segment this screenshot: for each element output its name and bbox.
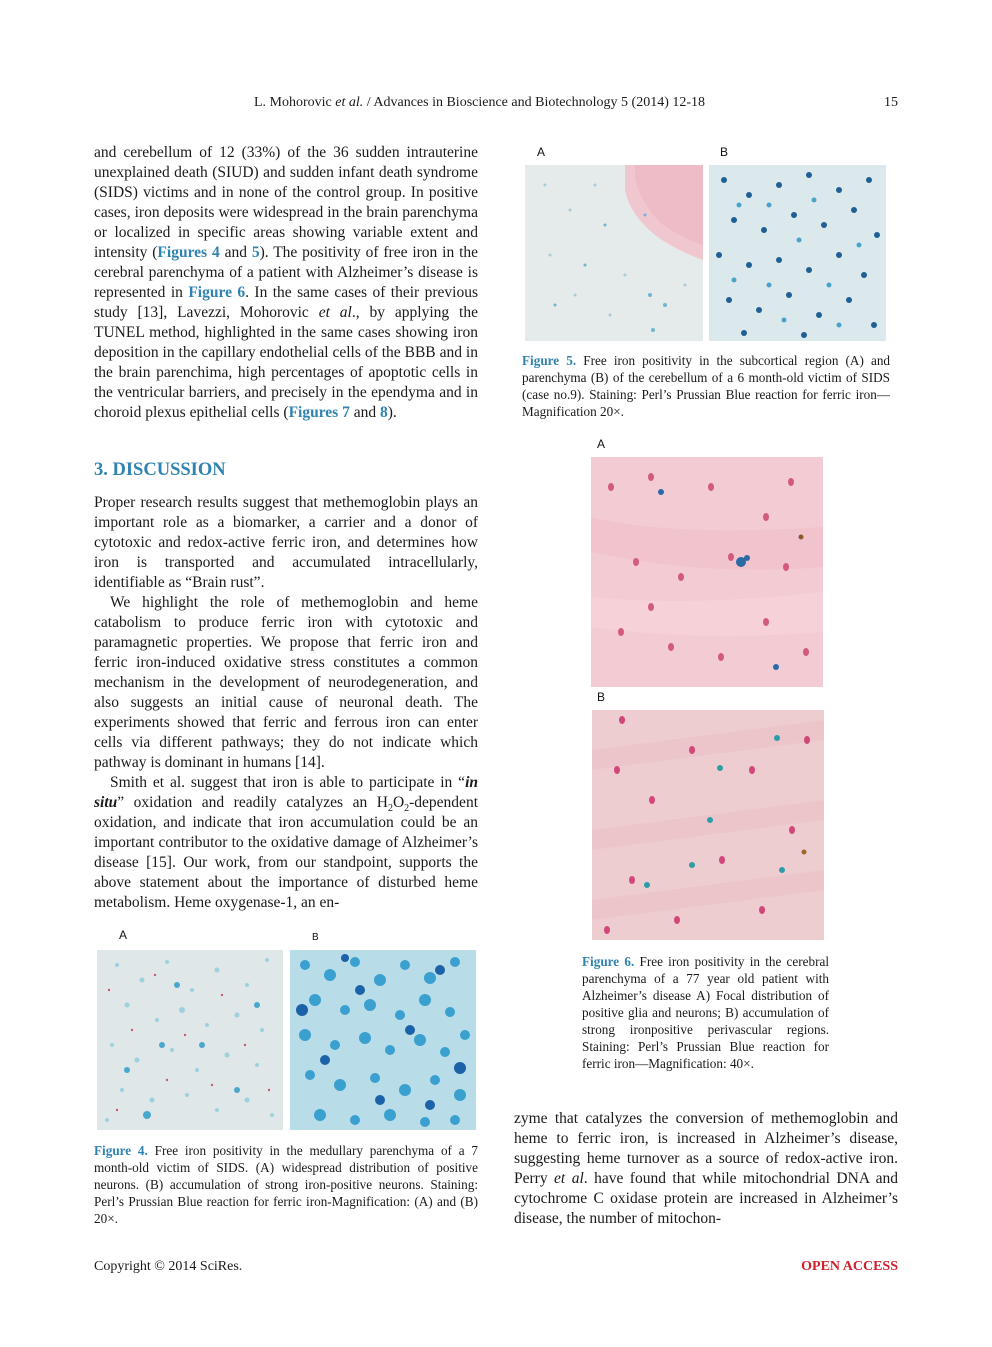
figure-5-link[interactable]: 5 xyxy=(251,244,260,261)
left-column-discussion xyxy=(94,493,478,913)
figure-5-panel-b-label: B xyxy=(720,145,729,159)
left-column-top xyxy=(94,143,478,423)
figure-6-panel-a-image xyxy=(591,457,823,687)
running-head-citation: L. Mohorovic et al. / Advances in Bioscience and Biotechnology 5 (2014) 12-18 xyxy=(254,95,706,110)
paragraph-continuation: zyme that catalyzes the conversion of methemoglobin and heme to ferric iron, is increased in Alzheimer’s disease, suggesting heme turnover as a source of redox-active iron. Perry et al. have found that while mitochondrial DNA and cytochrome C oxidase protein are increased in Alzheimer’s disease, the number of mitochon- xyxy=(514,1110,898,1227)
figure-5-panel-a-image xyxy=(525,165,703,341)
paragraph-discussion-1: Proper research results suggest that methemoglobin plays an important role as a biomarker, a carrier and a donor of cytotoxic and redox-active ferric iron, and determines how iron is transported and accumulated intracellularly, identifiable as “Brain rust”. xyxy=(94,494,478,591)
figure-4-panel-b-image xyxy=(290,950,476,1130)
figure-6-link[interactable]: Figure 6 xyxy=(188,284,246,301)
right-column-continuation xyxy=(514,1109,898,1229)
figure-8-link[interactable]: 8 xyxy=(379,404,388,421)
figure-5-label: Figure 5. xyxy=(522,353,577,368)
figure-7-link[interactable]: Figures 7 xyxy=(288,404,350,421)
figure-6-label: Figure 6. xyxy=(582,954,635,969)
figure-4-caption: Figure 4. Free iron positivity in the medullary parenchyma of a 7 month-old victim of SIDS. (A) widespread distribution of positive neurons. (B) accumulation of strong iron-positive neurons. Staining: Perl’s Prussian Blue reaction for ferric iron-Magnification: (A) and (B) 20×. xyxy=(94,1143,478,1226)
figure-4-panel-a-label: A xyxy=(119,928,128,942)
figure-4-label: Figure 4. xyxy=(94,1143,148,1158)
paragraph-discussion-3: Smith et al. suggest that iron is able to participate in “in situ” oxidation and readily catalyzes an $H_2O_2$-dependent oxidation, and indicate that iron accumulation could be an important contributor to the oxidative damage of Alzheimer’s disease [15]. Our work, from our standpoint, supports the above statement about the importance of disturbed heme metabolism. Heme oxygenase-1, an en- xyxy=(94,774,478,911)
figure-6-panel-b-label: B xyxy=(597,690,606,704)
figure-4-panel-a-image xyxy=(97,950,283,1130)
figure-6-caption: Figure 6. Free iron positivity in the cerebral parenchyma of a 77 year old patient with Alzheimer’s disease A) Focal distribution of positive glia and neurons; B) accumulation of strong ironpositive perivascular regions. Staining: Perl’s Prussian Blue reaction for ferric iron—Magnification: 40×. xyxy=(582,954,829,1071)
paragraph-discussion-2: We highlight the role of methemoglobin and heme catabolism to produce ferric iron with cytotoxic and paramagnetic properties. We propose that ferric iron and ferric iron-induced oxidative stress constitutes a common mechanism in the development of neurodegeneration, and also suggests an initial cause of neuronal death. The experiments showed that ferric and ferrous iron can enter cells via different pathways; they do not indicate which pathway is dominant in humans [14]. xyxy=(94,594,478,771)
figure-5-caption: Figure 5. Free iron positivity in the subcortical region (A) and parenchyma (B) of the cerebellum of a 6 month-old victim of SIDS (case no.9). Staining: Perl’s Prussian Blue reaction for ferric iron—Magnification 20×. xyxy=(522,353,891,419)
figure-4-panel-b-label: B xyxy=(312,932,319,943)
footer-open-access[interactable]: OPEN ACCESS xyxy=(801,1259,898,1274)
footer-copyright: Copyright © 2014 SciRes. xyxy=(94,1259,243,1274)
figure-6-panel-a-label: A xyxy=(597,437,606,451)
section-heading-discussion: 3. DISCUSSION xyxy=(94,460,226,480)
figure-5-panel-a-label: A xyxy=(537,145,546,159)
figure-4-link[interactable]: Figures 4 xyxy=(157,244,220,261)
page-number: 15 xyxy=(884,95,898,110)
figure-6-panel-b-image xyxy=(592,710,824,940)
figure-5-panel-b-image xyxy=(709,165,886,341)
paragraph-results: and cerebellum of 12 (33%) of the 36 sudden intrauterine unexplained death (SIUD) and sudden infant death syndrome (SIDS) victims and in none of the control group. In positive cases, iron deposits were widespread in the brain parenchyma or localized in specific areas showing variable extent and intensity (Figures 4 and 5). The positivity of free iron in the cerebral parenchyma of a patient with Alzheimer’s disease is represented in Figure 6. In the same cases of their previous study [13], Lavezzi, Mohorovic et al., by applying the TUNEL method, highlighted in the same cases showing iron deposition in the capillary endothelial cells of the BBB and in the brain parenchima, high percentages of apoptotic cells in the ventricular barriers, and precisely in the ependyma and in choroid plexus epithelial cells (Figures 7 and 8). xyxy=(94,144,479,421)
